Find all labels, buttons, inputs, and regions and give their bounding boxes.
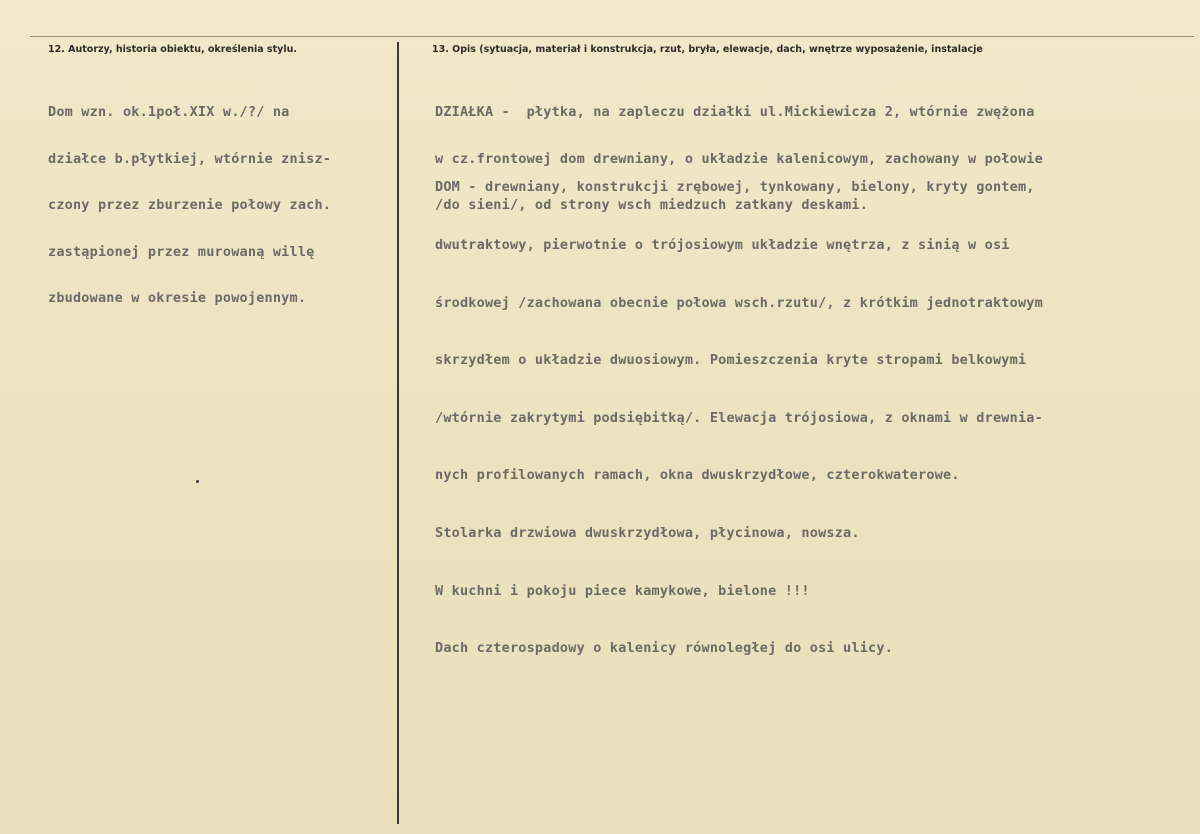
text-line: Dom wzn. ok.1poł.XIX w./?/ na: [48, 104, 290, 120]
text-line: nych profilowanych ramach, okna dwuskrzydłowe, czterokwaterowe.: [435, 467, 960, 484]
text-line: zbudowane w okresie powojennym.: [48, 290, 307, 306]
section-12-label: 12. Autorzy, historia obiektu, określenia stylu.: [48, 44, 297, 55]
column-divider: [397, 42, 399, 824]
text-line: Dach czterospadowy o kalenicy równoległej do osi ulicy.: [435, 640, 894, 657]
text-line: W kuchni i pokoju piece kamykowe, bielone !!!: [435, 582, 810, 599]
text-line: w cz.frontowej dom drewniany, o układzie kalenicowym, zachowany w połowie: [435, 150, 1043, 167]
section-13-house-text: [435, 140, 1043, 697]
text-line: czony przez zburzenie połowy zach.: [48, 197, 332, 213]
section-13-label: 13. Opis (sytuacja, materiał i konstrukcja, rzut, bryła, elewacje, dach, wnętrze wyposażenie, instalacje: [432, 44, 983, 55]
ink-speck: [196, 480, 199, 483]
text-line: /do sieni/, od strony wsch miedzuch zatkany deskami.: [435, 197, 869, 213]
text-line: skrzydłem o układzie dwuosiowym. Pomieszczenia kryte stropami belkowymi: [435, 352, 1027, 369]
section-12-text: [48, 74, 331, 338]
top-rule: [30, 36, 1194, 37]
text-line: DZIAŁKA - płytka, na zapleczu działki ul.Mickiewicza 2, wtórnie zwężona: [435, 104, 1035, 120]
text-line: zastąpionej przez murowaną willę: [48, 243, 315, 260]
text-line: /wtórnie zakrytymi podsiębitką/. Elewacja trójosiowa, z oknami w drewnia-: [435, 409, 1043, 426]
text-line: Stolarka drzwiowa dwuskrzydłowa, płycinowa, nowsza.: [435, 525, 860, 542]
text-line: środkowej /zachowana obecnie połowa wsch.rzutu/, z krótkim jednotraktowym: [435, 294, 1043, 311]
text-line: DOM - drewniany, konstrukcji zrębowej, tynkowany, bielony, kryty gontem,: [435, 179, 1035, 196]
text-line: działce b.płytkiej, wtórnie znisz-: [48, 150, 332, 167]
text-line: dwutraktowy, pierwotnie o trójosiowym układzie wnętrza, z sinią w osi: [435, 237, 1010, 254]
